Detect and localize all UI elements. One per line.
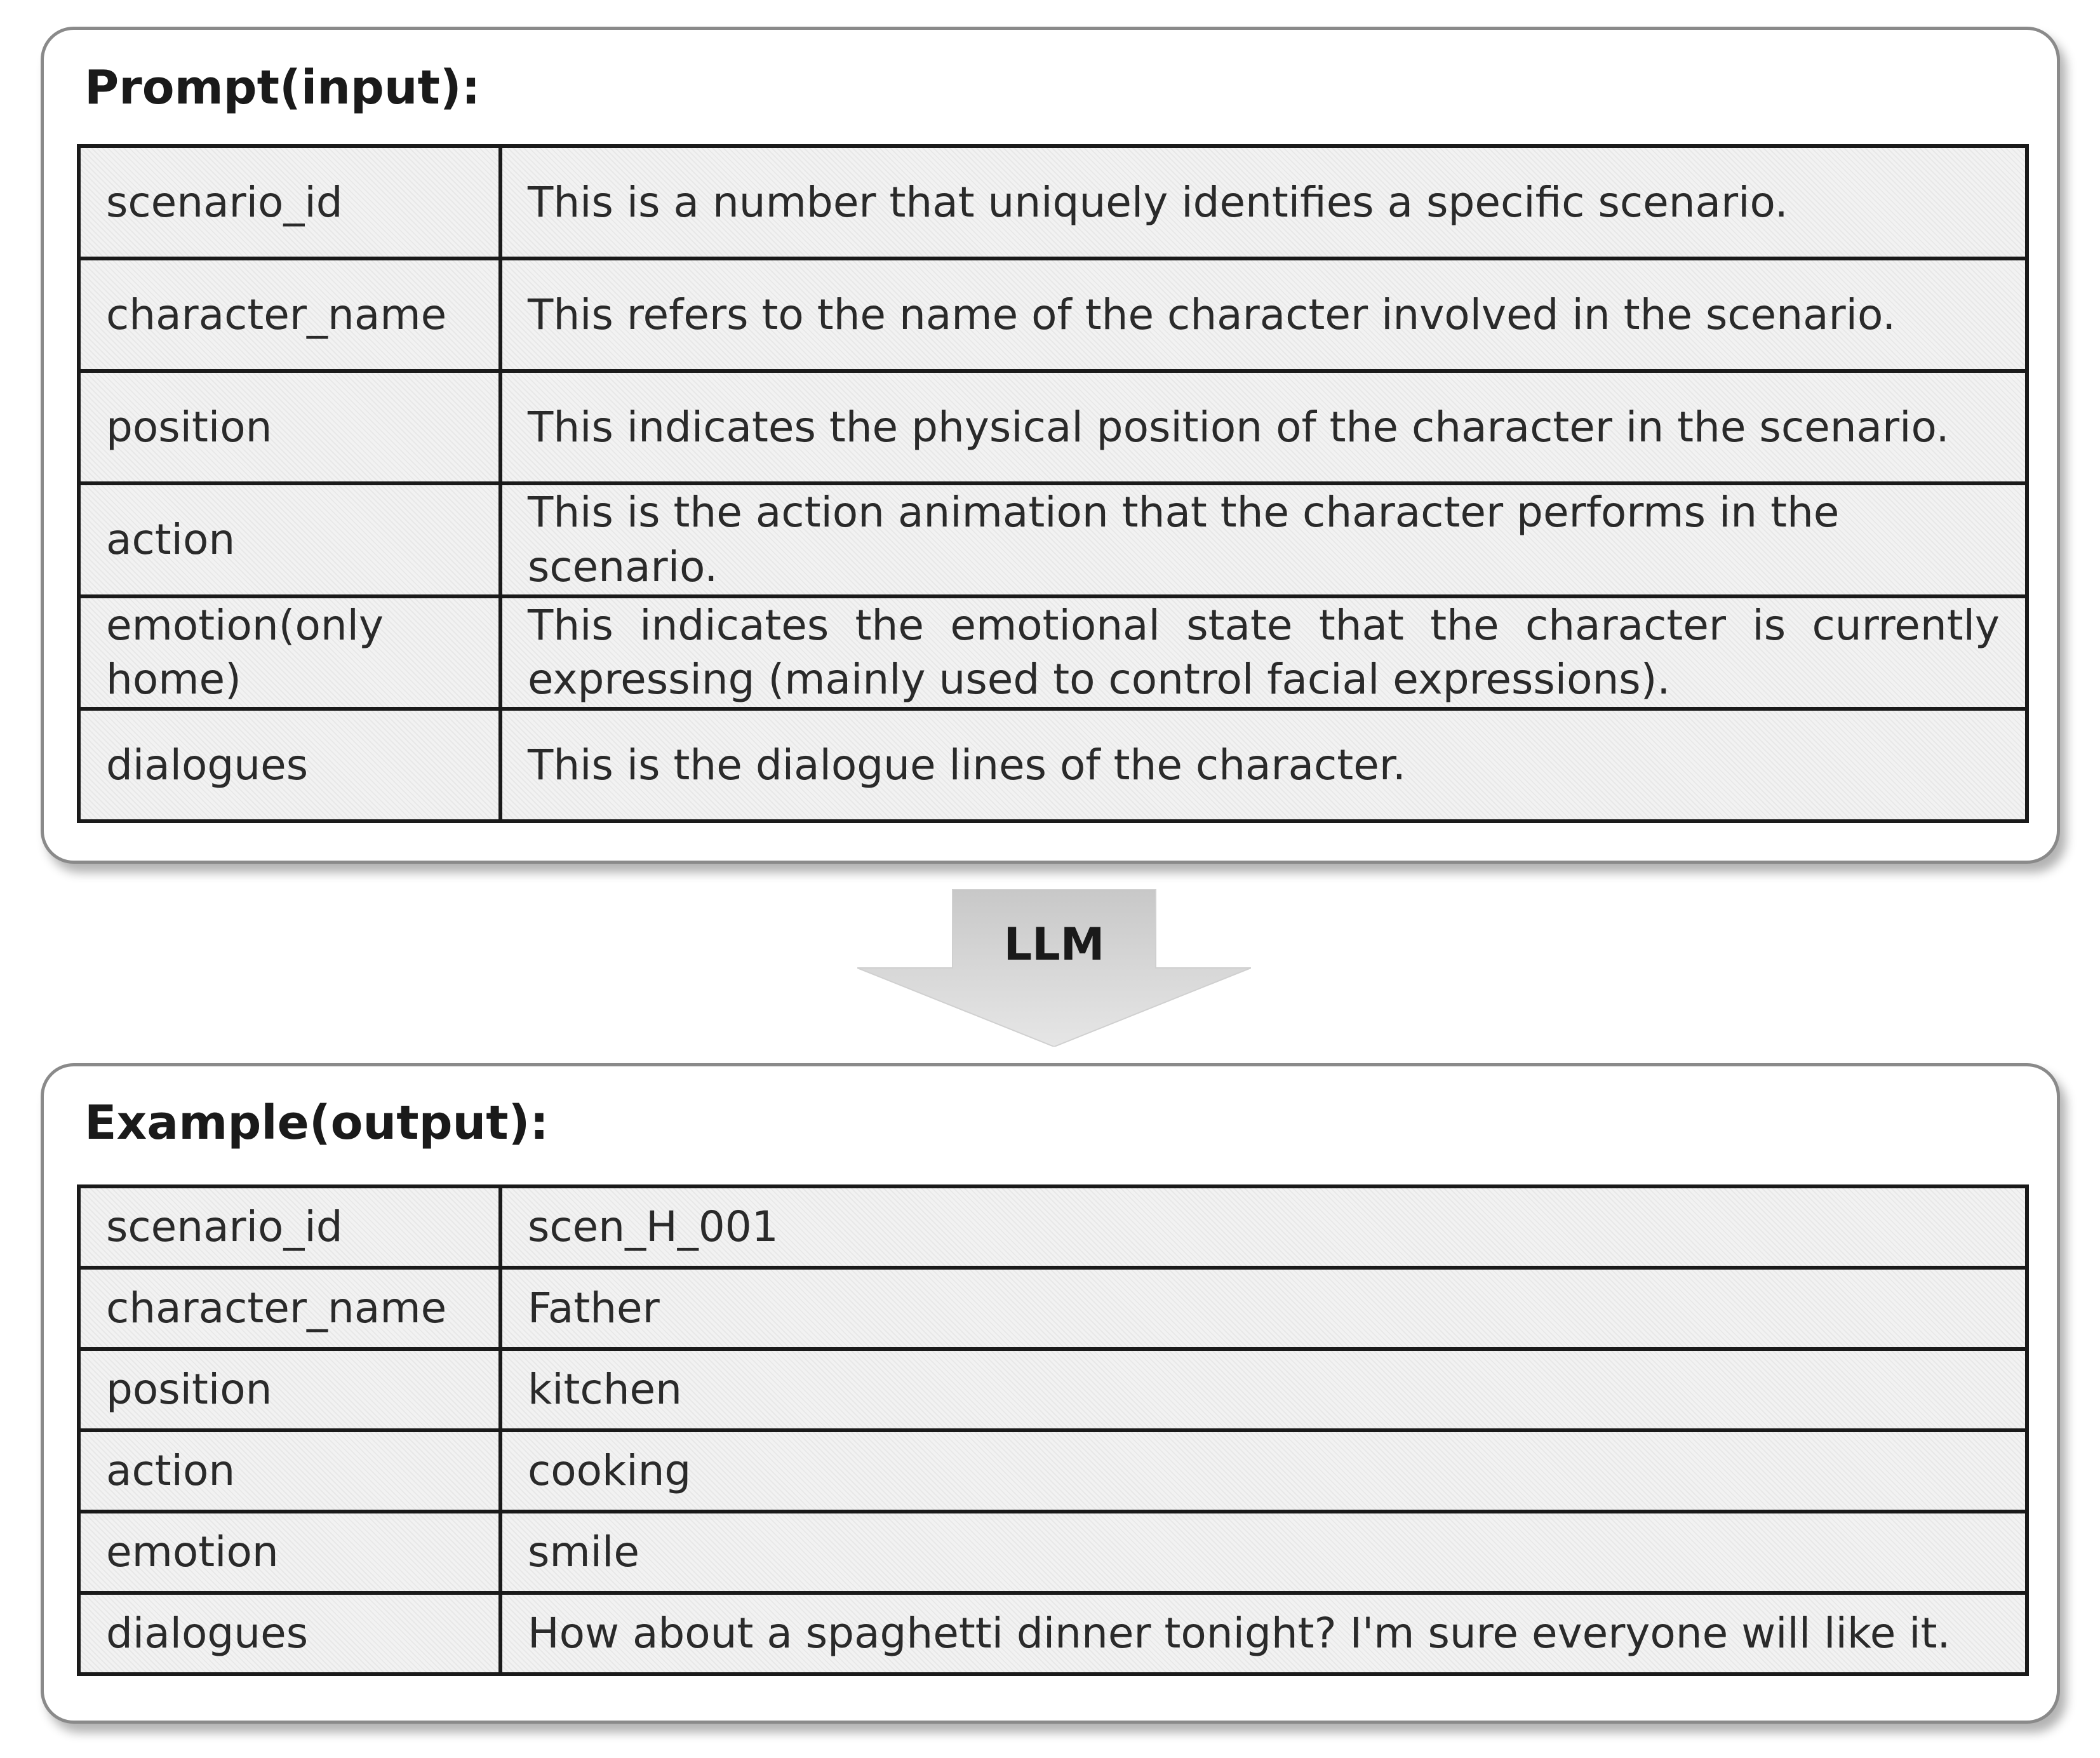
prompt-panel-title: Prompt(input): — [84, 60, 481, 115]
field-name-cell: character_name — [79, 258, 500, 371]
field-name-cell: character_name — [79, 1268, 500, 1349]
table-row — [79, 483, 2027, 596]
field-description-cell: This is a number that uniquely identifies a specific scenario. — [500, 146, 2027, 258]
field-name-cell: position — [79, 1349, 500, 1430]
field-description-cell: This refers to the name of the character involved in the scenario. — [500, 258, 2027, 371]
example-panel-title: Example(output): — [84, 1096, 549, 1150]
field-name-cell: action — [79, 483, 500, 596]
example-panel — [41, 1063, 2060, 1724]
table-row — [79, 1430, 2027, 1512]
field-name-cell: position — [79, 371, 500, 483]
prompt-table — [77, 144, 2029, 823]
table-row — [79, 1512, 2027, 1593]
table-row — [79, 258, 2027, 371]
field-value-cell: smile — [500, 1512, 2027, 1593]
field-name-cell: action — [79, 1430, 500, 1512]
table-row — [79, 1593, 2027, 1674]
field-name-cell: dialogues — [79, 709, 500, 821]
table-row — [79, 1268, 2027, 1349]
table-row — [79, 1349, 2027, 1430]
field-value-cell: scen_H_001 — [500, 1186, 2027, 1268]
llm-label: LLM — [1003, 918, 1105, 970]
prompt-panel — [41, 27, 2060, 864]
field-name-cell: scenario_id — [79, 1186, 500, 1268]
field-value-cell: kitchen — [500, 1349, 2027, 1430]
table-row — [79, 1186, 2027, 1268]
table-row — [79, 709, 2027, 821]
field-value-cell: How about a spaghetti dinner tonight? I'm sure everyone will like it. — [500, 1593, 2027, 1674]
field-name-cell: dialogues — [79, 1593, 500, 1674]
example-table — [77, 1184, 2029, 1676]
field-name-cell: emotion — [79, 1512, 500, 1593]
field-name-cell: scenario_id — [79, 146, 500, 258]
field-description-cell: This indicates the physical position of the character in the scenario. — [500, 371, 2027, 483]
field-description-cell: This is the action animation that the character performs in the scenario. — [500, 483, 2027, 596]
field-name-cell: emotion(only home) — [79, 596, 500, 709]
field-value-cell: cooking — [500, 1430, 2027, 1512]
field-value-cell: Father — [500, 1268, 2027, 1349]
table-row — [79, 596, 2027, 709]
field-description-cell: This indicates the emotional state that the character is currently expressing (mainly used to control facial expressions). — [500, 596, 2027, 709]
table-row — [79, 146, 2027, 258]
table-row — [79, 371, 2027, 483]
field-description-cell: This is the dialogue lines of the character. — [500, 709, 2027, 821]
